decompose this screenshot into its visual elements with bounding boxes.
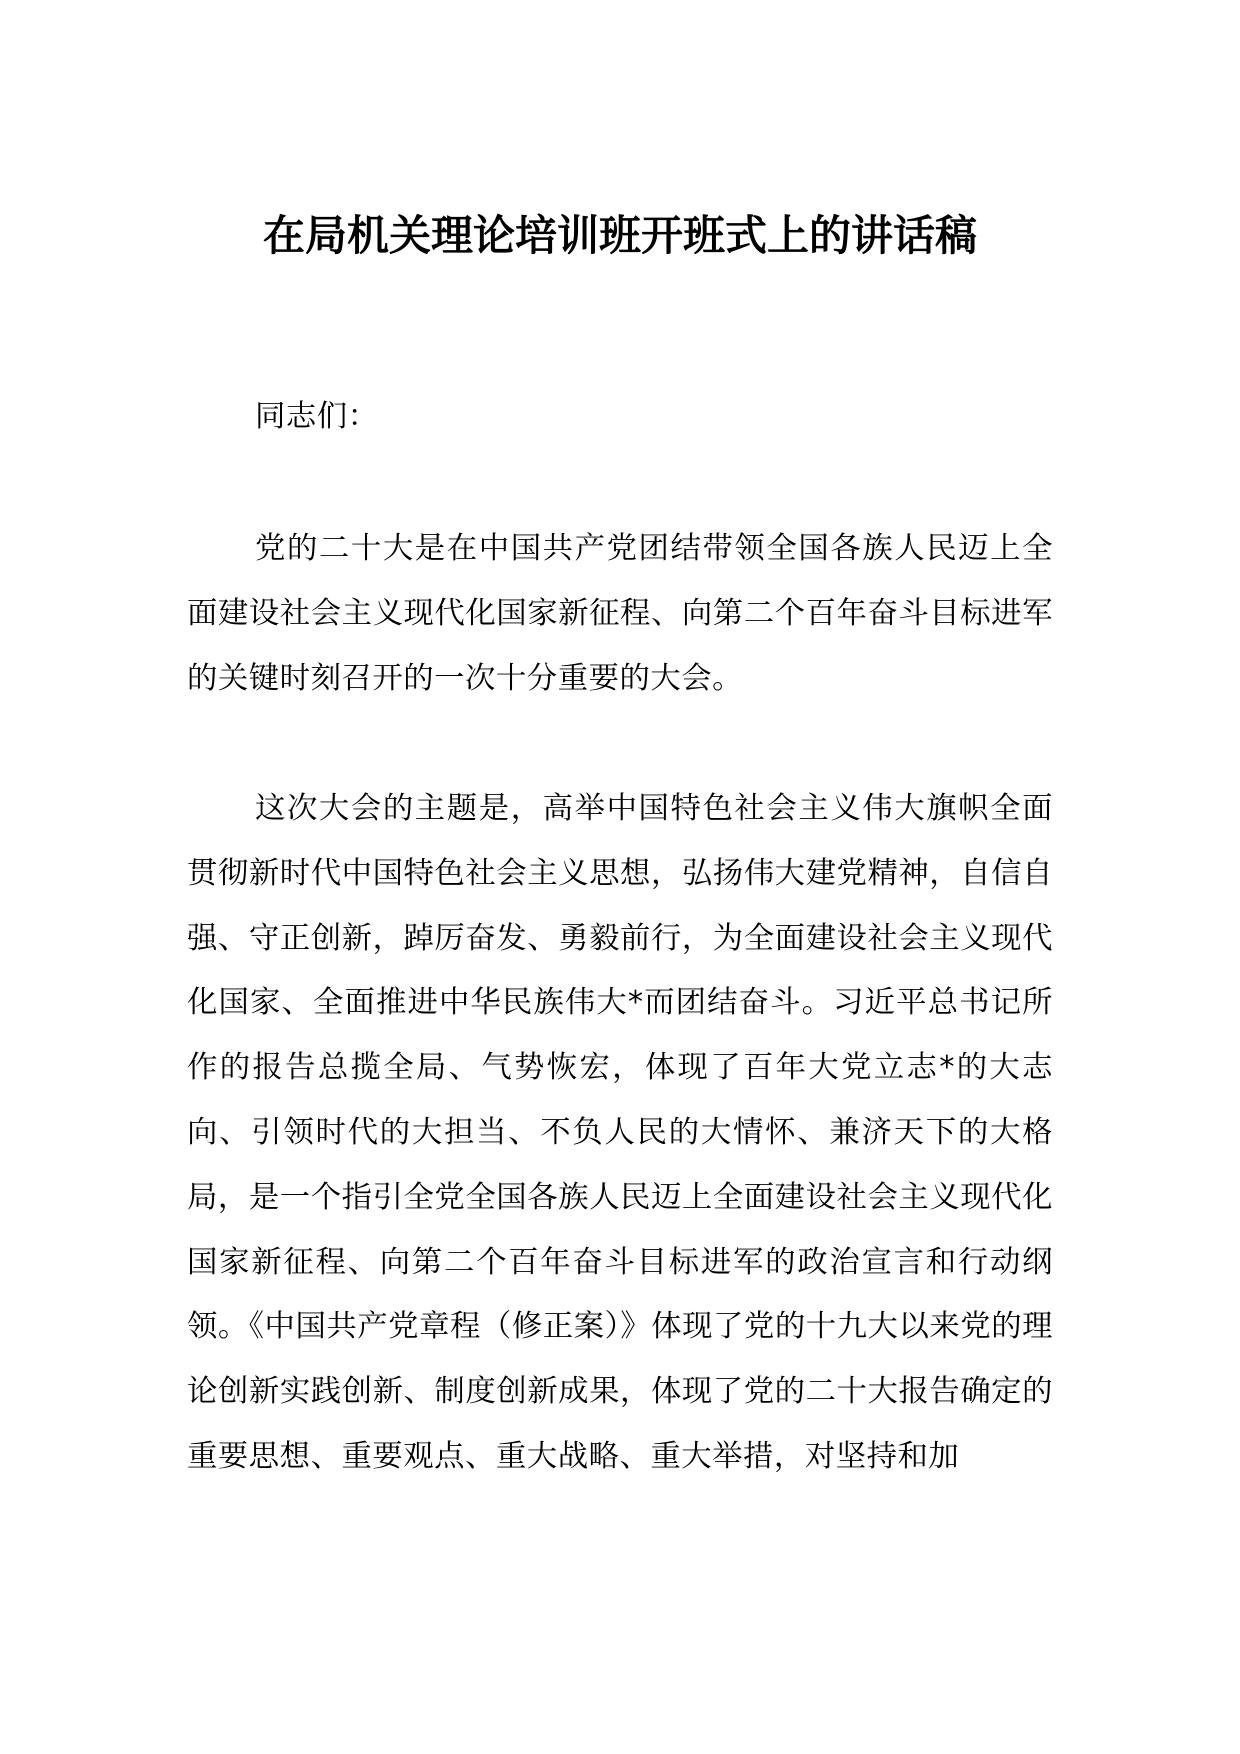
paragraph-1: 党的二十大是在中国共产党团结带领全国各族人民迈上全面建设社会主义现代化国家新征程、向第二个百年奋斗目标进军的关键时刻召开的一次十分重要的大会。: [187, 531, 1053, 696]
paragraph-2: 这次大会的主题是，高举中国特色社会主义伟大旗帜全面贯彻新时代中国特色社会主义思想，弘扬伟大建党精神，自信自强、守正创新，踔厉奋发、勇毅前行，为全面建设社会主义现代化国家、全面推进中华民族伟大*而团结奋斗。习近平总书记所作的报告总揽全局、气势恢宏，体现了百年大党立志*的大志向、引领时代的大担当、不负人民的大情怀、兼济天下的大格局，是一个指引全党全国各族人民迈上全面建设社会主义现代化国家新征程、向第二个百年奋斗目标进军的政治宣言和行动纲领。《中国共产党章程（修正案）》体现了党的十九大以来党的理论创新实践创新、制度创新成果，体现了党的二十大报告确定的重要思想、重要观点、重大战略、重大举措，对坚持和加: [187, 791, 1053, 1474]
document-title: 在局机关理论培训班开班式上的讲话稿: [262, 211, 977, 260]
salutation: 同志们：: [255, 399, 379, 434]
